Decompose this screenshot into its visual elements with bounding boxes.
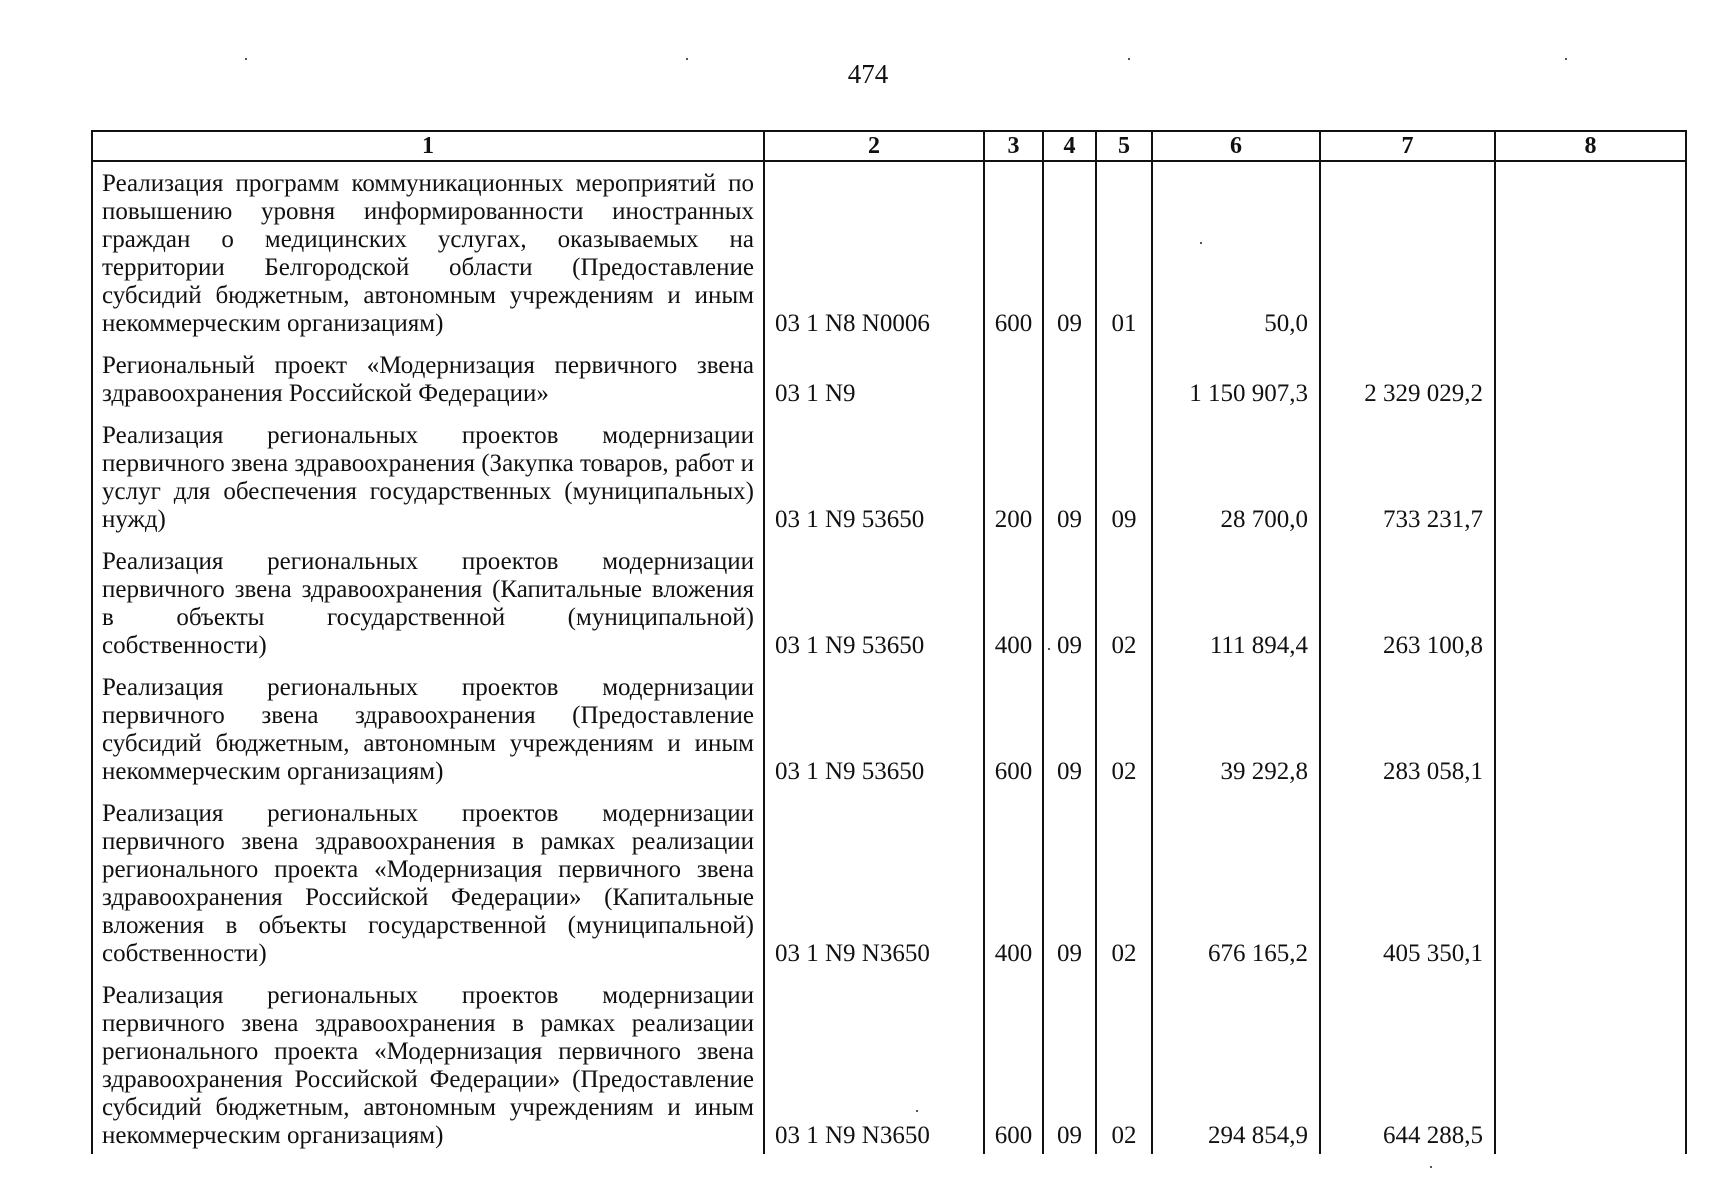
table-body — [92, 161, 1686, 1154]
row-col8 — [1495, 538, 1686, 664]
page-number: 474 — [847, 59, 889, 89]
column-header: 5 — [1096, 131, 1152, 161]
row-code: 03 1 N9 N3650 — [764, 972, 984, 1154]
row-col4 — [1043, 342, 1096, 412]
row-col4: 09 — [1043, 538, 1096, 664]
row-col5: 02 — [1096, 538, 1152, 664]
row-col8 — [1495, 972, 1686, 1154]
scan-speck — [1200, 242, 1202, 244]
row-col8 — [1495, 342, 1686, 412]
row-description: Реализация региональных проектов модернизации первичного звена здравоохранения (Капитальные вложения в объекты государственной (муниципальной) собственности) — [92, 538, 764, 664]
row-description: Реализация региональных проектов модернизации первичного звена здравоохранения (Закупка товаров, работ и услуг для обеспечения государственных (муниципальных) нужд) — [92, 412, 764, 538]
row-col3: 600 — [984, 972, 1043, 1154]
row-code: 03 1 N9 53650 — [764, 664, 984, 790]
scan-speck — [1565, 58, 1567, 60]
column-header: 7 — [1320, 131, 1495, 161]
row-col5: 02 — [1096, 790, 1152, 972]
row-code: 03 1 N9 — [764, 342, 984, 412]
row-col7: 263 100,8 — [1320, 538, 1495, 664]
table-header — [92, 131, 1686, 161]
row-col6: 676 165,2 — [1152, 790, 1320, 972]
row-col6: 39 292,8 — [1152, 664, 1320, 790]
row-col3: 600 — [984, 161, 1043, 342]
scan-speck — [1128, 58, 1130, 60]
row-col6: 28 700,0 — [1152, 412, 1320, 538]
table-row — [92, 342, 1686, 412]
row-col5: 02 — [1096, 664, 1152, 790]
row-col4: 09 — [1043, 161, 1096, 342]
column-header: 1 — [92, 131, 764, 161]
row-col5: 09 — [1096, 412, 1152, 538]
column-header: 8 — [1495, 131, 1686, 161]
row-col6: 50,0 — [1152, 161, 1320, 342]
scan-speck — [1048, 648, 1050, 650]
row-col6: 111 894,4 — [1152, 538, 1320, 664]
scan-speck — [686, 58, 688, 60]
row-col8 — [1495, 412, 1686, 538]
row-col7: 405 350,1 — [1320, 790, 1495, 972]
row-col3: 200 — [984, 412, 1043, 538]
row-col4: 09 — [1043, 972, 1096, 1154]
row-col3 — [984, 342, 1043, 412]
row-col4: 09 — [1043, 790, 1096, 972]
row-description: Региональный проект «Модернизация первичного звена здравоохранения Российской Федерации» — [92, 342, 764, 412]
row-col8 — [1495, 664, 1686, 790]
header-row — [92, 131, 1686, 161]
row-col3: 600 — [984, 664, 1043, 790]
table-row — [92, 161, 1686, 342]
row-col7: 2 329 029,2 — [1320, 342, 1495, 412]
table-row — [92, 790, 1686, 972]
row-description: Реализация региональных проектов модернизации первичного звена здравоохранения (Предоставление субсидий бюджетным, автономным учреждениям и иным некоммерческим организациям) — [92, 664, 764, 790]
column-header: 4 — [1043, 131, 1096, 161]
row-code: 03 1 N9 N3650 — [764, 790, 984, 972]
row-col6: 294 854,9 — [1152, 972, 1320, 1154]
row-col5: 02 — [1096, 972, 1152, 1154]
row-col7 — [1320, 161, 1495, 342]
row-description: Реализация региональных проектов модернизации первичного звена здравоохранения в рамках реализации регионального проекта «Модернизация первичного звена здравоохранения Российской Федерации» (Предоставление субсидий бюджетным, автономным учреждениям и иным некоммерческим организациям) — [92, 972, 764, 1154]
row-description: Реализация программ коммуникационных мероприятий по повышению уровня информированности иностранных граждан о медицинских услугах, оказываемых на территории Белгородской области (Предоставление субсидий бюджетным, автономным учреждениям и иным некоммерческим организациям) — [92, 161, 764, 342]
row-col4: 09 — [1043, 412, 1096, 538]
row-code: 03 1 N9 53650 — [764, 538, 984, 664]
row-col5: 01 — [1096, 161, 1152, 342]
row-col4: 09 — [1043, 664, 1096, 790]
row-col8 — [1495, 161, 1686, 342]
row-col3: 400 — [984, 538, 1043, 664]
table-row — [92, 972, 1686, 1154]
scan-speck — [916, 1110, 918, 1112]
table-row — [92, 664, 1686, 790]
row-col7: 733 231,7 — [1320, 412, 1495, 538]
column-header: 2 — [764, 131, 984, 161]
table-row — [92, 412, 1686, 538]
row-description: Реализация региональных проектов модернизации первичного звена здравоохранения в рамках реализации регионального проекта «Модернизация первичного звена здравоохранения Российской Федерации» (Капитальные вложения в объекты государственной (муниципальной) собственности) — [92, 790, 764, 972]
scan-speck — [1430, 1166, 1432, 1168]
column-header: 3 — [984, 131, 1043, 161]
row-col7: 283 058,1 — [1320, 664, 1495, 790]
row-col5 — [1096, 342, 1152, 412]
row-code: 03 1 N8 N0006 — [764, 161, 984, 342]
row-col6: 1 150 907,3 — [1152, 342, 1320, 412]
table-row — [92, 538, 1686, 664]
row-col7: 644 288,5 — [1320, 972, 1495, 1154]
row-col3: 400 — [984, 790, 1043, 972]
column-header: 6 — [1152, 131, 1320, 161]
budget-table — [91, 130, 1687, 1154]
scan-speck — [245, 58, 247, 60]
row-col8 — [1495, 790, 1686, 972]
row-code: 03 1 N9 53650 — [764, 412, 984, 538]
